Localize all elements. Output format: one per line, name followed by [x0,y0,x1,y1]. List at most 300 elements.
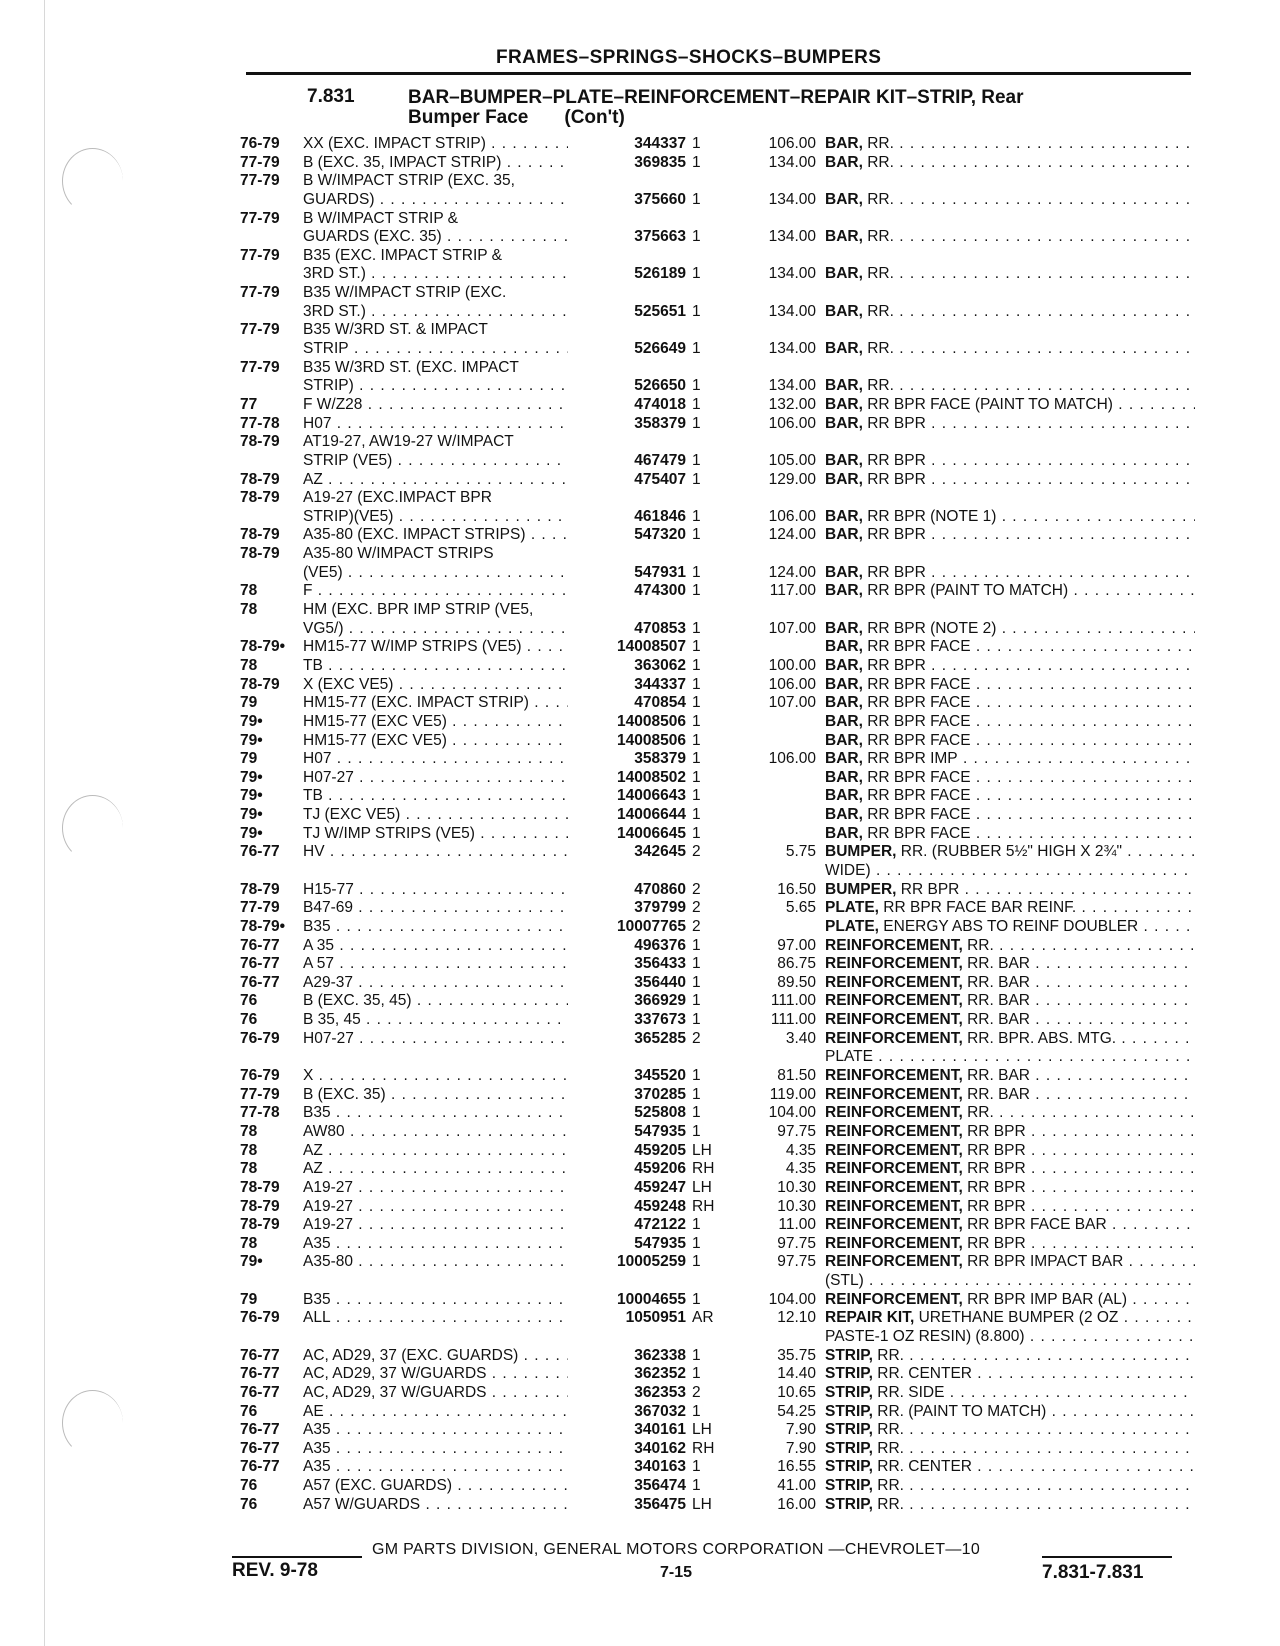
part-name-detail: RR. [867,228,894,246]
table-row [0,471,1280,490]
price: 41.00 [777,1477,816,1495]
part-name-bold: BAR, [825,526,863,544]
part-name-bold: REINFORCEMENT, [825,1122,963,1140]
table-row [0,899,1280,918]
part-name [825,732,1195,751]
model-year: 78-79 [240,470,280,488]
model-year: 76-79 [240,1067,280,1085]
model-year: 78-79 [240,675,280,693]
part-number: 470853 [634,619,686,637]
part-name-detail: RR. [877,1346,904,1364]
quantity: 1 [692,1234,701,1252]
price: 3.40 [785,1029,816,1047]
part-number: 474018 [634,395,686,413]
model-description: A35-80 (EXC. IMPACT STRIPS) . . . [303,526,568,545]
part-name-detail: RR. SIDE [877,1383,945,1401]
model-year: 79• [240,768,263,786]
part-name [825,1235,1195,1254]
part-number: 342645 [634,843,686,861]
quantity: 1 [692,340,701,358]
price: 134.00 [768,265,816,283]
model-year: 79• [240,1253,263,1271]
part-name-detail: RR BPR [967,1122,1026,1140]
part-name [825,843,1195,862]
part-name-detail: RR. BAR [967,1085,1030,1103]
part-name-bold: REINFORCEMENT, [825,1011,963,1029]
part-number: 475407 [634,470,686,488]
part-name-detail: RR. BAR [967,973,1030,991]
part-name-detail: RR BPR IMP BAR (AL) [967,1290,1128,1308]
part-name-bold: BAR, [825,153,863,171]
part-name [825,1142,1195,1161]
table-row [0,750,1280,769]
part-number: 14006643 [617,787,686,805]
part-name-bold: REINFORCEMENT, [825,955,963,973]
header-rule [246,72,1191,75]
part-name-bold: BAR, [825,619,863,637]
model-year: 76-77 [240,973,280,991]
model-year: 76 [240,992,258,1010]
price: 10.30 [777,1197,816,1215]
table-row [0,825,1280,844]
model-year: 78-79• [240,917,286,935]
model-description: HM15-77 (EXC VE5) . . . [303,732,568,751]
model-description: AC, AD29, 37 W/GUARDS . . . [303,1384,568,1403]
model-description: X . . . [303,1067,568,1086]
part-name-bold: PLATE, [825,899,879,917]
part-name-detail: RR BPR [967,1197,1026,1215]
part-name [825,638,1195,657]
table-row [0,1142,1280,1161]
part-name-bold: BAR, [825,414,863,432]
table-row [0,284,1280,303]
price: 134.00 [768,340,816,358]
table-row [0,191,1280,210]
quantity: 1 [692,228,701,246]
model-year: 77 [240,395,258,413]
part-name [825,228,1195,247]
quantity: 1 [692,470,701,488]
part-name-detail: RR BPR FACE [867,712,971,730]
part-name-detail: WIDE) [825,861,871,879]
part-name [825,415,1195,434]
quantity: 1 [692,1458,701,1476]
part-name [825,452,1195,471]
part-name [825,1253,1195,1272]
table-row [0,1347,1280,1366]
part-number: 365285 [634,1029,686,1047]
quantity: 1 [692,1067,701,1085]
quantity: 1 [692,1477,701,1495]
model-year: 79• [240,712,263,730]
model-description: 3RD ST.) . . . [303,303,568,322]
part-number: 358379 [634,750,686,768]
part-name [825,992,1195,1011]
part-number: 366929 [634,992,686,1010]
model-description: HV . . . [303,843,568,862]
model-description: B35 . . . [303,1291,568,1310]
model-year: 78-79 [240,1197,280,1215]
quantity: LH [692,1178,712,1196]
quantity: 1 [692,302,701,320]
model-description: A19-27 . . . [303,1179,568,1198]
part-name [825,713,1195,732]
part-name-detail: RR BPR FACE (PAINT TO MATCH) [867,395,1113,413]
part-number: 362338 [634,1346,686,1364]
quantity: 1 [692,619,701,637]
model-description: B35 W/3RD ST. (EXC. IMPACT [303,358,519,376]
part-name-detail: RR BPR [900,880,960,898]
footer-rule-right [1042,1556,1172,1558]
part-name-bold: STRIP, [825,1458,873,1476]
quantity: 1 [692,1365,701,1383]
section-title [408,88,1148,128]
part-name-bold: BAR, [825,377,863,395]
part-number: 369835 [634,153,686,171]
price: 12.10 [777,1309,816,1327]
part-name [825,1477,1195,1496]
table-row [0,1365,1280,1384]
table-row [0,1067,1280,1086]
model-description: H15-77 . . . [303,881,568,900]
part-name [825,377,1195,396]
model-description: TB . . . [303,657,568,676]
quantity: 1 [692,265,701,283]
price: 106.00 [768,507,816,525]
table-row [0,452,1280,471]
model-description: VG5/) . . . [303,620,568,639]
quantity: RH [692,1160,715,1178]
quantity: 1 [692,656,701,674]
part-name [825,1291,1195,1310]
model-year: 77-79 [240,284,280,302]
part-name [825,1347,1195,1366]
table-row [0,508,1280,527]
part-number: 337673 [634,1011,686,1029]
part-name-detail: RR. BAR [967,1011,1030,1029]
model-description: X (EXC VE5) . . . [303,676,568,695]
model-description: AZ . . . [303,471,568,490]
table-row [0,135,1280,154]
quantity: 1 [692,135,701,152]
price: 7.90 [785,1439,816,1457]
part-name-detail: RR BPR [967,1178,1026,1196]
table-row [0,676,1280,695]
model-description: H07-27 . . . [303,1030,568,1049]
price: 14.40 [777,1365,816,1383]
model-year: 78-79 [240,526,280,544]
quantity: 1 [692,992,701,1010]
part-name-bold: REINFORCEMENT, [825,1253,963,1271]
table-row [0,303,1280,322]
part-name-detail: RR. [867,377,894,395]
model-year: 76 [240,1477,258,1495]
model-description: A35-80 W/IMPACT STRIPS [303,545,494,563]
part-name [825,899,1195,918]
part-name [825,1067,1195,1086]
part-name-detail: RR. [967,1104,994,1122]
model-year: 76-77 [240,1346,280,1364]
part-name [825,1272,1195,1291]
part-name [825,154,1195,173]
price: 11.00 [778,1216,816,1234]
part-name-detail: RR. CENTER [877,1458,972,1476]
section-title-line2-wrap [408,108,1148,128]
part-number: 344337 [634,675,686,693]
part-name-detail: URETHANE BUMPER (2 OZ [918,1309,1119,1327]
part-name-detail: RR BPR FACE [867,694,971,712]
part-name-bold: BAR, [825,750,863,768]
model-year: 79• [240,824,263,842]
table-row [0,489,1280,508]
part-number: 547935 [634,1234,686,1252]
model-year: 78-79 [240,880,280,898]
model-description: A57 W/GUARDS . . . [303,1496,568,1515]
part-number: 459205 [634,1141,686,1159]
table-row [0,806,1280,825]
part-name [825,1198,1195,1217]
part-name [825,750,1195,769]
part-name-detail: RR BPR [867,470,926,488]
model-description: A57 (EXC. GUARDS) . . . [303,1477,568,1496]
model-year: 76-77 [240,1365,280,1383]
quantity: 1 [692,694,701,712]
model-year: 76-77 [240,843,280,861]
model-description: B35 W/IMPACT STRIP (EXC. [303,284,507,302]
table-row [0,1309,1280,1328]
table-row [0,787,1280,806]
section-title-line1: BAR–BUMPER–PLATE–REINFORCEMENT–REPAIR KIT–STRIP, Rear [408,87,1024,108]
table-row [0,210,1280,229]
price: 107.00 [768,619,816,637]
quantity: 1 [692,806,701,824]
part-name [825,974,1195,993]
part-number: 340161 [634,1421,686,1439]
part-number: 375660 [634,190,686,208]
model-description: A 57 . . . [303,955,568,974]
part-name [825,1011,1195,1030]
table-row [0,992,1280,1011]
part-number: 525808 [634,1104,686,1122]
part-name [825,937,1195,956]
price: 97.00 [777,936,816,954]
table-row [0,638,1280,657]
model-description: AT19-27, AW19-27 W/IMPACT [303,433,514,451]
part-name [825,1179,1195,1198]
price: 4.35 [785,1141,816,1159]
part-number: 379799 [634,899,686,917]
model-year: 79 [240,694,258,712]
quantity: 1 [692,712,701,730]
part-number: 459247 [634,1178,686,1196]
table-row [0,1328,1280,1347]
part-name [825,620,1195,639]
part-number: 472122 [634,1216,686,1234]
footer-revision: REV. 9-78 [232,1560,318,1581]
part-name [825,582,1195,601]
part-name-detail: RR. [867,153,894,171]
model-year: 77-79 [240,1085,280,1103]
model-description: HM (EXC. BPR IMP STRIP (VE5, [303,601,534,619]
part-name-detail: RR BPR [967,1141,1026,1159]
quantity: 1 [692,1011,701,1029]
model-year: 78 [240,1234,258,1252]
model-description: A19-27 . . . [303,1216,568,1235]
part-number: 14006644 [617,806,686,824]
part-name [825,1104,1195,1123]
model-year: 79 [240,750,258,768]
price: 134.00 [768,228,816,246]
model-year: 76-77 [240,1421,280,1439]
table-row [0,582,1280,601]
part-number: 340162 [634,1439,686,1457]
part-name-bold: STRIP, [825,1383,873,1401]
part-number: 370285 [634,1085,686,1103]
part-name-detail: RR BPR FACE BAR REINF. [883,899,1077,917]
part-name-detail: RR BPR IMPACT BAR [967,1253,1124,1271]
part-name-detail: RR BPR FACE [867,824,971,842]
model-year: 76 [240,1011,258,1029]
part-number: 459206 [634,1160,686,1178]
model-year: 77-79 [240,246,280,264]
model-description: F . . . [303,582,568,601]
part-name [825,1458,1195,1477]
table-row [0,862,1280,881]
price: 5.75 [785,843,816,861]
quantity: 1 [692,1085,701,1103]
part-number: 526650 [634,377,686,395]
model-year: 77-78 [240,414,280,432]
part-number: 461846 [634,507,686,525]
price: 97.75 [777,1122,816,1140]
part-name-detail: RR. BAR [967,1067,1030,1085]
part-name-bold: BAR, [825,507,863,525]
table-row [0,265,1280,284]
part-name [825,135,1195,154]
price: 7.90 [785,1421,816,1439]
part-name [825,1216,1195,1235]
model-year: 77-79 [240,209,280,227]
quantity: 2 [692,843,701,861]
table-row [0,955,1280,974]
model-description: B (EXC. 35, IMPACT STRIP) . . . [303,154,568,173]
model-year: 78-79 [240,545,280,563]
part-name [825,1496,1195,1515]
table-row [0,1030,1280,1049]
model-description: AZ . . . [303,1142,568,1161]
footer-section-range: 7.831-7.831 [1042,1562,1144,1583]
part-name-detail: RR. [967,936,994,954]
quantity: 1 [692,731,701,749]
quantity: 1 [692,414,701,432]
part-number: 526189 [634,265,686,283]
table-row [0,1384,1280,1403]
part-name-bold: BAR, [825,787,863,805]
part-number: 344337 [634,135,686,152]
part-name-detail: RR. [867,190,894,208]
quantity: 1 [692,582,701,600]
part-name [825,1086,1195,1105]
part-name-detail: RR BPR FACE [867,638,971,656]
quantity: 1 [692,638,701,656]
parts-table [0,135,1280,1514]
part-number: 547931 [634,563,686,581]
part-name-detail: RR BPR IMP [867,750,958,768]
part-name-detail: RR. [877,1495,904,1513]
model-description: A35-80 . . . [303,1253,568,1272]
price: 111.00 [770,1011,816,1029]
quantity: 1 [692,451,701,469]
table-row [0,620,1280,639]
part-name-detail: RR BPR FACE [867,675,971,693]
model-year: 77-79 [240,153,280,171]
table-row [0,415,1280,434]
part-name-detail: ENERGY ABS TO REINF DOUBLER [883,917,1139,935]
table-row [0,340,1280,359]
quantity: 1 [692,675,701,693]
part-name-bold: BAR, [825,302,863,320]
part-name-bold: REINFORCEMENT, [825,1216,963,1234]
part-name-bold: STRIP, [825,1477,873,1495]
model-year: 78 [240,1122,258,1140]
part-number: 356475 [634,1495,686,1513]
part-name [825,806,1195,825]
part-name-bold: BAR, [825,451,863,469]
table-row [0,396,1280,415]
part-number: 340163 [634,1458,686,1476]
part-number: 10004655 [617,1290,686,1308]
quantity: 2 [692,1029,701,1047]
table-row [0,1477,1280,1496]
price: 104.00 [768,1290,816,1308]
price: 97.75 [777,1253,816,1271]
model-year: 78-79• [240,638,286,656]
part-name-bold: BAR, [825,638,863,656]
part-name-bold: REINFORCEMENT, [825,1178,963,1196]
price: 16.50 [777,880,816,898]
price: 117.00 [769,582,816,600]
part-name [825,787,1195,806]
table-row [0,1253,1280,1272]
part-name-bold: BAR, [825,694,863,712]
quantity: 1 [692,973,701,991]
part-name [825,191,1195,210]
model-year: 76 [240,1495,258,1513]
model-year: 78-79 [240,433,280,451]
quantity: 1 [692,824,701,842]
price: 104.00 [768,1104,816,1122]
table-row [0,564,1280,583]
quantity: LH [692,1141,712,1159]
table-row [0,1291,1280,1310]
part-name [825,303,1195,322]
table-row [0,228,1280,247]
part-name [825,1365,1195,1384]
part-name-bold: BUMPER, [825,843,897,861]
quantity: AR [692,1309,714,1327]
quantity: 1 [692,1122,701,1140]
price: 111.00 [770,992,816,1010]
part-number: 526649 [634,340,686,358]
part-name-bold: REINFORCEMENT, [825,992,963,1010]
part-number: 362352 [634,1365,686,1383]
part-number: 375663 [634,228,686,246]
part-name-detail: RR BPR [867,526,926,544]
part-name-detail: RR BPR [867,451,926,469]
table-row [0,359,1280,378]
quantity: 2 [692,899,701,917]
part-name [825,918,1195,937]
